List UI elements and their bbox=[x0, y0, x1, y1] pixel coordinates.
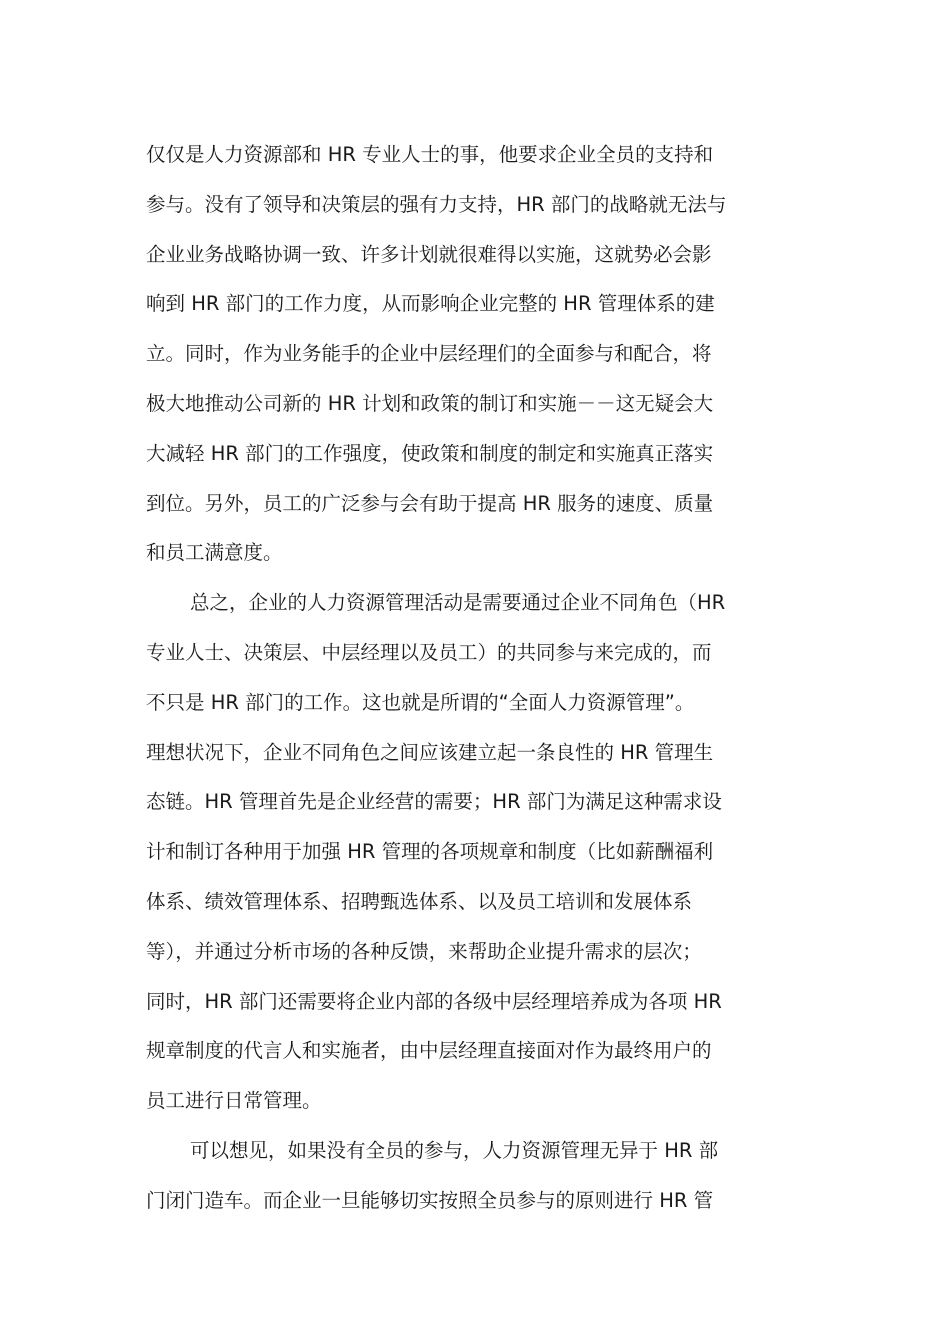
document-body bbox=[146, 130, 806, 1226]
text-line: 响到 HR 部门的工作力度，从而影响企业完整的 HR 管理体系的建 bbox=[146, 292, 715, 316]
text-line: 态链。HR 管理首先是企业经营的需要；HR 部门为满足这种需求设 bbox=[146, 790, 722, 814]
text-line: 参与。没有了领导和决策层的强有力支持，HR 部门的战略就无法与 bbox=[146, 192, 727, 216]
text-line: 立。同时，作为业务能手的企业中层经理们的全面参与和配合，将 bbox=[146, 342, 712, 366]
text-line: 员工进行日常管理。 bbox=[146, 1089, 322, 1113]
text-line: 专业人士、决策层、中层经理以及员工）的共同参与来完成的，而 bbox=[146, 640, 712, 664]
text-line: 不只是 HR 部门的工作。这也就是所谓的“全面人力资源管理”。 bbox=[146, 690, 695, 714]
paragraph-1 bbox=[146, 130, 806, 578]
text-line: 企业业务战略协调一致、许多计划就很难得以实施，这就势必会影 bbox=[146, 242, 712, 266]
text-line: 理想状况下，企业不同角色之间应该建立起一条良性的 HR 管理生 bbox=[146, 740, 714, 764]
text-line: 仅仅是人力资源部和 HR 专业人士的事，他要求企业全员的支持和 bbox=[146, 143, 714, 166]
text-line: 规章制度的代言人和实施者，由中层经理直接面对作为最终用户的 bbox=[146, 1039, 712, 1063]
text-line: 总之，企业的人力资源管理活动是需要通过企业不同角色（HR bbox=[190, 591, 726, 615]
text-line: 计和制订各种用于加强 HR 管理的各项规章和制度（比如薪酬福利 bbox=[146, 840, 714, 864]
text-line: 大减轻 HR 部门的工作强度，使政策和制度的制定和实施真正落实 bbox=[146, 441, 714, 465]
text-line: 到位。另外，员工的广泛参与会有助于提高 HR 服务的速度、质量 bbox=[146, 491, 714, 515]
text-line: 可以想见，如果没有全员的参与，人力资源管理无异于 HR 部 bbox=[190, 1138, 719, 1162]
text-line: 等），并通过分析市场的各种反馈，来帮助企业提升需求的层次； bbox=[146, 939, 702, 963]
paragraph-2 bbox=[146, 578, 806, 1126]
text-line: 和员工满意度。 bbox=[146, 541, 283, 565]
text-line: 极大地推动公司新的 HR 计划和政策的制订和实施－－这无疑会大 bbox=[146, 391, 714, 415]
text-line: 同时，HR 部门还需要将企业内部的各级中层经理培养成为各项 HR bbox=[146, 989, 722, 1013]
paragraph-3 bbox=[146, 1126, 806, 1226]
text-line: 门闭门造车。而企业一旦能够切实按照全员参与的原则进行 HR 管 bbox=[146, 1188, 714, 1212]
text-line: 体系、绩效管理体系、招聘甄选体系、以及员工培训和发展体系 bbox=[146, 889, 693, 913]
